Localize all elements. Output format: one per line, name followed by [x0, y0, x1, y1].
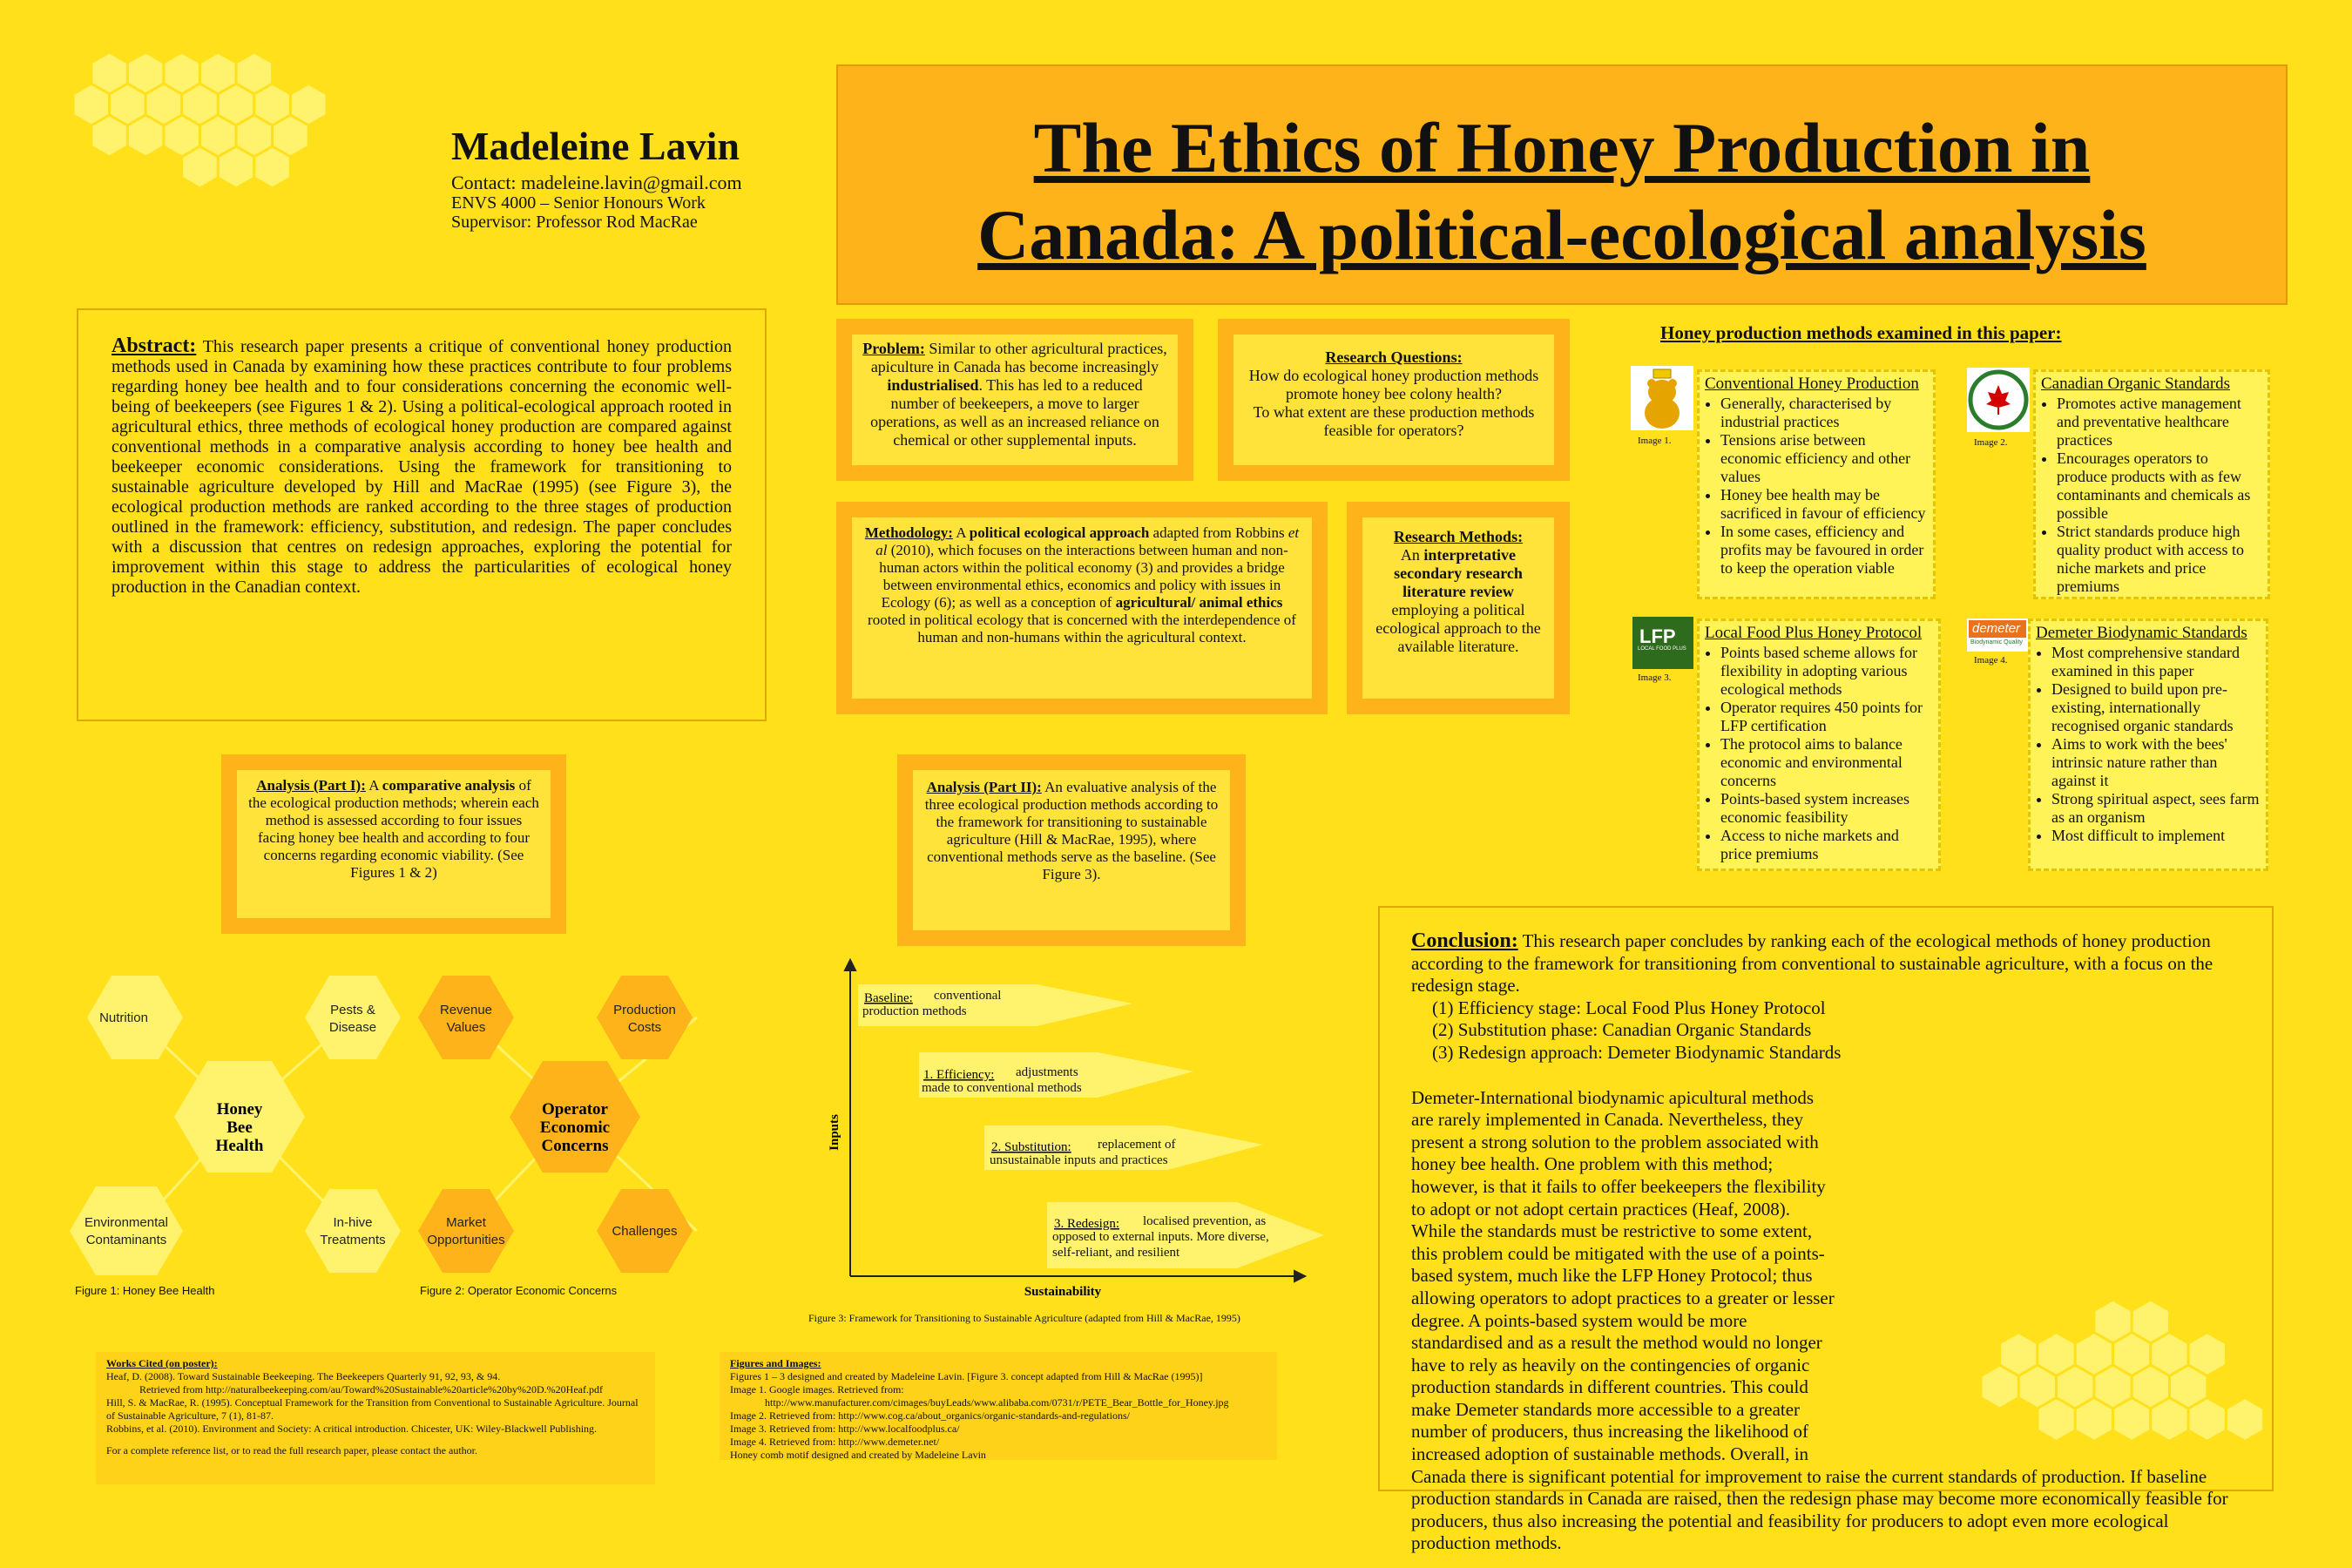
- demeter-logo-icon: [1967, 618, 2028, 652]
- demeter-logo-text: demeter: [1972, 621, 2021, 636]
- research-methods-bold: interpretative secondary research literature review: [1394, 546, 1523, 600]
- figures-images-entry: Image 3. Retrieved from: http://www.localfoodplus.ca/: [730, 1423, 960, 1435]
- methodology-text-c: rooted in political ecology that is concerned with the interdependence of human and non-humans within the agricultural context.: [868, 612, 1296, 645]
- problem-text-a: Similar to other agricultural practices, apiculture in Canada has become increasingly: [870, 340, 1167, 375]
- honeycomb-cell: [91, 115, 128, 157]
- stage-text: adjustments made to conventional methods: [922, 1065, 1082, 1095]
- analysis-part1-text: of the ecological production methods; wherein each method is assessed according to four issues facing honey bee health and according to four concerns regarding economic viability. (See Figures 1 & 2): [248, 777, 539, 881]
- figure-2-caption: Figure 2: Operator Economic Concerns: [420, 1284, 618, 1297]
- list-item: • The protocol aims to balance economic and environmental concerns: [1720, 735, 1933, 790]
- figure-3-ylabel: Inputs: [828, 1114, 841, 1151]
- title-banner: [836, 64, 2288, 305]
- node-label: Costs: [627, 1020, 662, 1035]
- conclusion-heading: Conclusion:: [1411, 929, 1518, 952]
- conclusion-panel: [1378, 906, 2274, 1554]
- research-methods-text: employing a political ecological approach to the available literature.: [1375, 601, 1541, 655]
- methodology-text-b: (2010), which focuses on the interactions between human and non-human actors within the political economy (3) and provides a bridge between environmental ethics, economics and policy with issues in Ecology (6); as well as a conception of: [879, 542, 1288, 611]
- figures-images-entry: Image 2. Retrieved from: http://www.cog.ca/about_organics/organic-standards-and-regulations/: [730, 1409, 1130, 1422]
- analysis-part1-panel: [221, 754, 566, 934]
- author-course: ENVS 4000 – Senior Honours Work: [451, 193, 706, 213]
- method-title-organic: Canadian Organic Standards: [2041, 375, 2231, 393]
- node-label: Contaminants: [85, 1233, 167, 1247]
- stage-text: localised prevention, as opposed to external inputs. More diverse, self-reliant, and resilient: [1052, 1214, 1269, 1260]
- page-title-line1: The Ethics of Honey Production in: [1033, 108, 2091, 187]
- methodology-italic: et al: [875, 524, 1300, 558]
- figures-images-entry: Honey comb motif designed and created by Madeleine Lavin: [730, 1449, 986, 1461]
- author-block: [451, 124, 742, 232]
- method-card-lfp: [1697, 618, 1941, 871]
- figure-1-caption: Figure 1: Honey Bee Health: [75, 1284, 215, 1297]
- hex-inhive-treatments: [305, 1189, 401, 1273]
- research-methods-panel: [1347, 502, 1570, 714]
- analysis-part2-text: An evaluative analysis of the three ecological production methods according to the framework for transitioning to sustainable agriculture (Hill & MacRae, 1995), where conventional methods serve as the baseline. (See Figure 3).: [924, 779, 1219, 882]
- research-questions-heading: Research Questions:: [1325, 348, 1463, 366]
- list-item: • Promotes active management and preventative healthcare practices: [2057, 395, 2262, 449]
- method-title-lfp: Local Food Plus Honey Protocol: [1705, 624, 1923, 642]
- works-cited-note: For a complete reference list, or to read the full research paper, please contact the author.: [106, 1444, 477, 1456]
- stage-label: 3. Redesign:: [1054, 1217, 1119, 1231]
- image-caption-2: Image 2.: [1974, 437, 2008, 448]
- honeycomb-cell: [127, 115, 164, 157]
- list-item: • Points based scheme allows for flexibility in adopting various ecological methods: [1720, 644, 1933, 699]
- hex-market-opportunities: [418, 1189, 514, 1273]
- method-card-demeter: [2028, 618, 2268, 871]
- node-label: In-hive: [333, 1215, 373, 1230]
- demeter-logo-sub: Biodynamic Quality: [1970, 639, 2023, 645]
- image-caption-3: Image 3.: [1638, 672, 1672, 683]
- author-name: Madeleine Lavin: [451, 124, 740, 168]
- center-label: Operator: [542, 1100, 608, 1119]
- list-item: • Strict standards produce high quality product with access to niche markets and price premiums: [2057, 523, 2262, 596]
- node-label: Pests &: [330, 1003, 375, 1017]
- abstract-panel: [77, 308, 767, 721]
- conclusion-rank-2: (2) Substitution phase: Canadian Organic Standards: [1432, 1019, 1812, 1041]
- list-item: • Designed to build upon pre-existing, internationally recognised organic standards: [2051, 680, 2261, 735]
- author-supervisor: Supervisor: Professor Rod MacRae: [451, 213, 698, 232]
- works-cited-entry: Robbins, et al. (2010). Environment and Society: A critical introduction. Chicester, UK: Wiley-Blackwell Publishing.: [106, 1423, 598, 1435]
- figure-3-framework: [819, 958, 1342, 1324]
- problem-heading: Problem:: [862, 340, 925, 357]
- figure-3-caption: Figure 3: Framework for Transitioning to Sustainable Agriculture (adapted from Hill & MacRae, 1995): [808, 1312, 1240, 1324]
- honeycomb-cell: [182, 146, 219, 188]
- stage-label: 1. Efficiency:: [923, 1068, 995, 1082]
- center-label: Honey: [216, 1100, 263, 1119]
- methodology-panel: [836, 502, 1328, 714]
- node-label: Production: [613, 1003, 676, 1017]
- list-item: • Encourages operators to produce products with as few contaminants and chemicals as possible: [2057, 449, 2262, 523]
- node-label: Environmental: [84, 1215, 168, 1230]
- node-label: Market: [446, 1215, 486, 1230]
- research-question-2: To what extent are these production methods feasible for operators?: [1253, 403, 1535, 439]
- honeycomb-motif-top: [52, 52, 453, 261]
- conclusion-intro: This research paper concludes by ranking each of the ecological methods of honey production according to the framework for transitioning from conventional to sustainable agriculture, with a focus on the redesign stage.: [1411, 930, 2213, 997]
- works-cited-panel: [96, 1352, 655, 1484]
- figures-images-heading: Figures and Images:: [730, 1357, 821, 1369]
- works-cited-heading: Works Cited (on poster):: [106, 1357, 218, 1369]
- works-cited-entry: Retrieved from http://naturalbeekeeping.com/au/Toward%20Sustainable%20article%20by%20D.%20Heaf.pdf: [139, 1383, 603, 1396]
- research-methods-heading: Research Methods:: [1393, 528, 1524, 545]
- hex-production-costs: [597, 976, 693, 1059]
- stage-label: 2. Substitution:: [991, 1140, 1071, 1154]
- list-item: • In some cases, efficiency and profits may be favoured in order to keep the operation viable: [1720, 523, 1928, 578]
- conclusion-rank-3: (3) Redesign approach: Demeter Biodynamic Standards: [1432, 1041, 1842, 1063]
- method-title-conventional: Conventional Honey Production: [1705, 375, 1919, 393]
- list-item: • Tensions arise between economic efficiency and other values: [1720, 431, 1928, 486]
- methodology-bold2: agricultural/ animal ethics: [1115, 594, 1283, 611]
- research-questions-panel: [1218, 319, 1570, 481]
- honeycomb-cell: [254, 146, 291, 188]
- methodology-bold1: political ecological approach: [969, 524, 1150, 541]
- research-question-1: How do ecological honey production methods promote honey bee colony health?: [1248, 367, 1539, 402]
- center-label: Concerns: [541, 1137, 609, 1155]
- figures-images-entry: http://www.manufacturer.com/cimages/buyLeads/www.alibaba.com/0731/r/PETE_Bear_Bottle_for_Honey.jpg: [765, 1396, 1229, 1409]
- methodology-text-a: adapted from Robbins: [1152, 524, 1285, 541]
- center-label: Bee: [226, 1119, 253, 1137]
- stage-label: Baseline:: [864, 991, 913, 1005]
- list-item: • Most comprehensive standard examined in this paper: [2051, 644, 2261, 680]
- stage-text: replacement of unsustainable inputs and practices: [990, 1138, 1176, 1167]
- canada-organic-logo-icon: [1967, 368, 2030, 432]
- methodology-lead: A: [956, 524, 966, 541]
- image-caption-1: Image 1.: [1638, 436, 1672, 446]
- analysis-part1-heading: Analysis (Part I):: [256, 777, 366, 794]
- method-card-conventional: [1697, 369, 1936, 599]
- method-card-organic: [2033, 369, 2270, 599]
- figures-images-panel: [720, 1352, 1277, 1460]
- figures-images-entry: Image 1. Google images. Retrieved from:: [730, 1383, 904, 1396]
- problem-bold: industrialised: [887, 376, 979, 394]
- abstract-text: This research paper presents a critique of conventional honey production methods used in Canada by examining how these practices contribute to four problems regarding honey bee health and to four considerations concerning the economic well-being of beekeepers (see Figures 1 & 2). Using a political-ecological approach rooted in agricultural ethics, three methods of ecological honey production are compared against conventional methods in a comparative analysis according to honey bee health and beekeeper economic considerations. Using the framework for transitioning to sustainable agriculture developed by Hill and MacRae (1995) (see Figure 3), the ecological production methods are ranked according to the three stages of production outlined in the framework: efficiency, substitution, and redesign. The paper concludes with a discussion that centres on redesign approaches, exploring the potential for improvement within this stage to address the particularities of ecological honey production in the Canadian context.: [112, 337, 732, 597]
- list-item: • Operator requires 450 points for LFP certification: [1720, 699, 1933, 735]
- center-label: Health: [215, 1137, 264, 1155]
- list-item: • Access to niche markets and price premiums: [1720, 827, 1933, 863]
- list-item: • Points-based system increases economic feasibility: [1720, 790, 1933, 827]
- honeycomb-cell: [218, 146, 253, 188]
- conclusion-body: Demeter-International biodynamic apicultural methods are rarely implemented in Canada. Nevertheless, they present a strong solution to the problem associated with honey bee health. One problem with this method; however, is that it fails to offer beekeepers the flexibility to adopt or not adopt certain practices (Heaf, 2008). While the standards must be restrictive to some extent, this problem could be mitigated with the use of a points-based system, much like the LFP Honey Protocol; thus allowing operators to adopt practices to a greater or lesser degree. A points-based system would be more standardised and as a result the method would no longer have to rely as heavily on the contingencies of organic production standards in different countries. This could make Demeter standards more accessible to a greater number of producers, thus increasing the likelihood of increased adoption of sustainable methods. Overall, in Canada there is significant potential for improvement to raise the current standards of production. If baseline production standards in Canada are raised, then the redesign phase may become more economically feasible for producers, thus also increasing the potential and feasibility for producers to adopt even more ecological production methods.: [1411, 1086, 2228, 1554]
- node-label: Values: [446, 1020, 486, 1035]
- page-title-line2: Canada: A political-ecological analysis: [977, 195, 2146, 274]
- research-methods-lead: An: [1400, 546, 1420, 564]
- figure-3-xlabel: Sustainability: [1024, 1285, 1102, 1299]
- node-label: Disease: [328, 1020, 377, 1035]
- problem-panel: [836, 319, 1193, 481]
- analysis-part2-heading: Analysis (Part II):: [926, 779, 1042, 795]
- list-item: • Strong spiritual aspect, sees farm as an organism: [2051, 790, 2261, 827]
- list-item: • Most difficult to implement: [2051, 827, 2261, 845]
- node-label: Opportunities: [427, 1233, 505, 1247]
- node-label: Nutrition: [99, 1010, 148, 1025]
- works-cited-entry: Heaf, D. (2008). Toward Sustainable Beekeeping. The Beekeepers Quarterly 91, 92, 93, & 94.: [106, 1370, 501, 1382]
- node-label: Challenges: [612, 1224, 678, 1239]
- lfp-logo-sub: LOCAL FOOD PLUS: [1638, 646, 1686, 652]
- problem-text-b: . This has led to a reduced number of beekeepers, a move to larger operations, as well as an increased reliance on chemical or other supplemental inputs.: [870, 376, 1159, 449]
- lfp-logo-icon: [1632, 617, 1693, 669]
- stage-text: conventional production methods: [862, 989, 1002, 1018]
- list-item: • Generally, characterised by industrial practices: [1720, 395, 1928, 431]
- list-item: • Aims to work with the bees' intrinsic nature rather than against it: [2051, 735, 2261, 790]
- node-label: Revenue: [439, 1003, 493, 1017]
- method-title-demeter: Demeter Biodynamic Standards: [2036, 624, 2247, 642]
- figures-images-entry: Image 4. Retrieved from: http://www.demeter.net/: [730, 1436, 940, 1448]
- analysis-part2-panel: [897, 754, 1246, 946]
- figure-1-2-diagram: [61, 958, 706, 1307]
- list-item: • Honey bee health may be sacrificed in favour of efficiency: [1720, 486, 1928, 523]
- abstract-heading: Abstract:: [112, 335, 197, 357]
- conclusion-rank-1: (1) Efficiency stage: Local Food Plus Honey Protocol: [1432, 997, 1826, 1018]
- analysis-part1-bold: comparative analysis: [382, 777, 516, 794]
- node-label: Treatments: [320, 1233, 386, 1247]
- methods-header: Honey production methods examined in this paper:: [1660, 322, 2062, 343]
- honey-bear-bottle-icon: [1631, 366, 1693, 430]
- lfp-logo-text: LFP: [1639, 625, 1676, 647]
- analysis-part1-lead: A: [368, 777, 379, 794]
- methodology-heading: Methodology:: [864, 524, 953, 541]
- center-label: Economic: [539, 1119, 611, 1137]
- image-caption-4: Image 4.: [1974, 655, 2008, 666]
- author-contact: Contact: madeleine.lavin@gmail.com: [451, 172, 742, 193]
- figures-images-entry: Figures 1 – 3 designed and created by Madeleine Lavin. [Figure 3. concept adapted from Hill & MacRae (1995)]: [730, 1370, 1203, 1382]
- hex-environmental-contaminants: [70, 1186, 183, 1275]
- works-cited-entry: Hill, S. & MacRae, R. (1995). Conceptual Framework for the Transition from Conventional to Sustainable Agriculture. Journal of Sustainable Agriculture, 7 (1), 81-87.: [106, 1396, 639, 1422]
